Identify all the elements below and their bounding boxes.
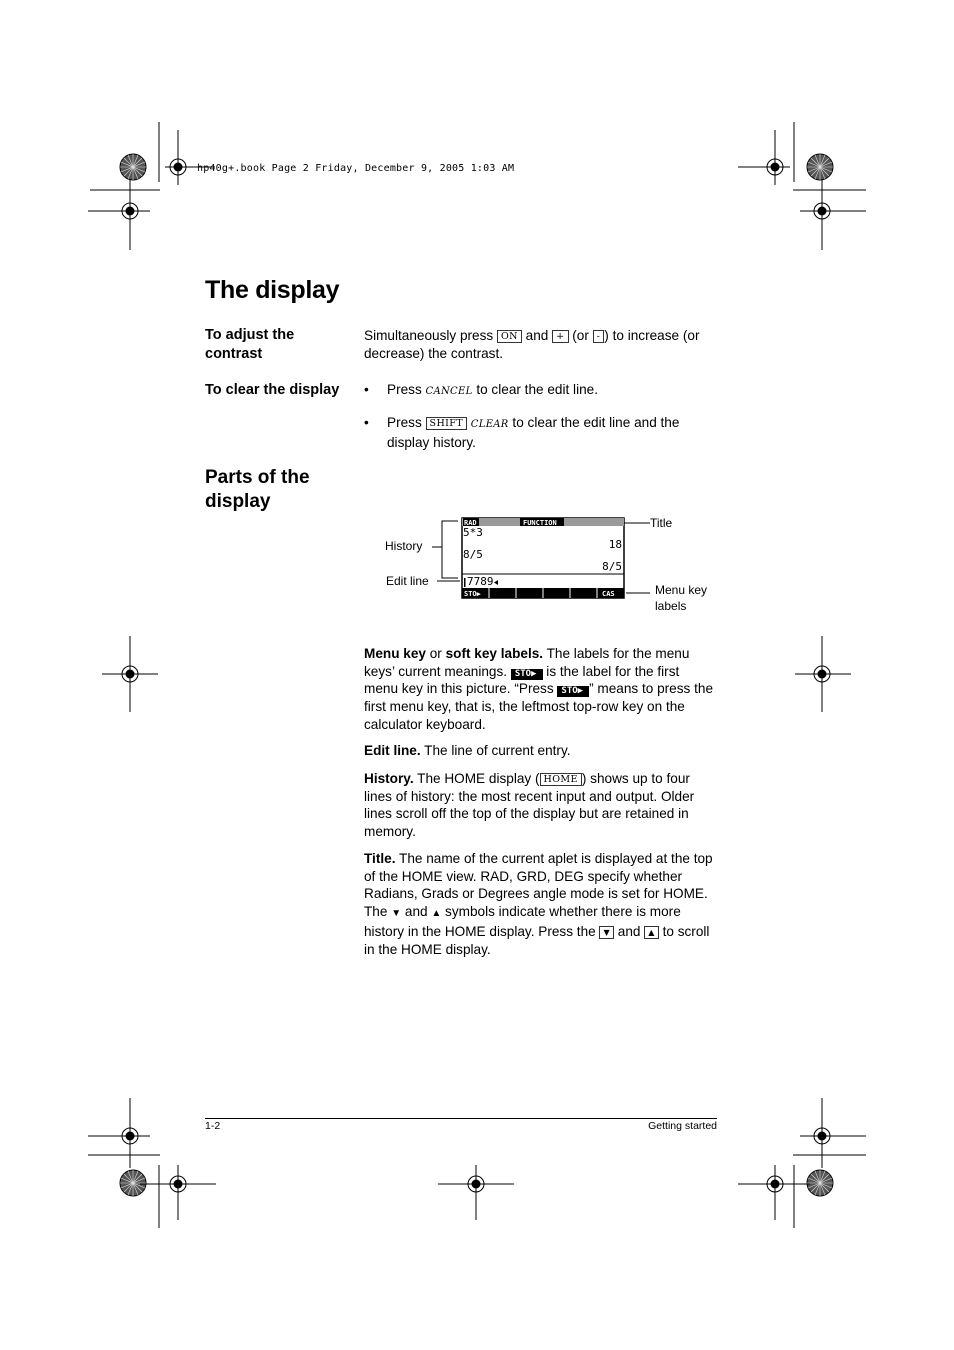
- title-term: Title.: [364, 851, 396, 866]
- history-line-4: 8/5: [602, 560, 622, 573]
- diagram-menukey-label: [655, 582, 707, 614]
- contrast-text-2: and: [521, 328, 553, 343]
- clear-b2-pre: Press: [387, 415, 426, 430]
- title-text-4: and: [614, 923, 645, 939]
- title-text-5: to scroll in the HOME display.: [364, 923, 710, 957]
- bullet-1: •: [364, 382, 369, 397]
- screen-angle-mode: RAD: [464, 519, 477, 527]
- clear-b2-post: to clear the edit line and the display history.: [387, 415, 680, 450]
- menu-key-6: CAS: [602, 590, 615, 598]
- down-arrow-icon: ▼: [391, 908, 402, 920]
- contrast-heading-line2: contrast: [205, 346, 263, 362]
- sto-label-2: STO▶: [557, 686, 589, 697]
- title-text-3: symbols indicate whether there is more history in the HOME display. Press the: [364, 904, 681, 939]
- parts-heading-line1: Parts of the: [205, 467, 310, 488]
- menu-key-text-3: is the label for the first menu key in this picture. “Press: [364, 663, 680, 697]
- section-name: Getting started: [648, 1120, 717, 1132]
- plus-key: +: [552, 330, 568, 343]
- down-key: ▼: [599, 926, 614, 939]
- title-text-2: and: [401, 904, 432, 920]
- menu-key-term: Menu key: [364, 646, 426, 661]
- contrast-text-1: Simultaneously press: [364, 328, 497, 343]
- on-key: ON: [497, 330, 522, 343]
- menu-key-text-4: ” means to press the first menu key, that is, the leftmost top-row key on the calculator keyboard.: [364, 681, 714, 732]
- parts-heading: [205, 466, 310, 514]
- contrast-heading: [205, 326, 294, 364]
- clear-heading: To clear the display: [205, 382, 340, 398]
- page-number: 1-2: [205, 1120, 221, 1132]
- diagram-menukey-label-2: labels: [655, 599, 687, 613]
- print-header: hp40g+.book Page 2 Friday, December 9, 2005 1:03 AM: [197, 163, 515, 174]
- menu-key-1: STO▶: [464, 590, 481, 598]
- clear-bullet-1: [387, 381, 717, 401]
- history-paragraph: [364, 770, 716, 841]
- diagram-editline-label: Edit line: [386, 574, 429, 588]
- shift-key: SHIFT: [426, 417, 467, 430]
- history-line-2: 18: [608, 538, 622, 551]
- menu-key-text-1: or: [425, 646, 446, 661]
- sto-label-1: STO▶: [511, 669, 543, 680]
- edit-line-term: Edit line.: [364, 743, 421, 758]
- history-line-1: 5*3: [463, 526, 483, 539]
- history-text-1: The HOME display (: [413, 771, 540, 786]
- contrast-heading-line1: To adjust the: [205, 327, 295, 343]
- up-arrow-icon: ▲: [431, 908, 442, 920]
- title-text-1: The name of the current aplet is displayed at the top of the HOME view. RAD, GRD, DEG specify whether Radians, Grads or Degrees angle mode is set for HOME. The: [364, 851, 713, 920]
- edit-line-paragraph: [364, 742, 716, 760]
- menu-key-text-2: The labels for the menu keys’ current meanings.: [364, 646, 690, 679]
- home-key: HOME: [540, 773, 582, 786]
- diagram-title-label: Title: [650, 516, 673, 530]
- clear-b1-post: to clear the edit line.: [472, 382, 598, 397]
- contrast-text-3: (or: [568, 328, 593, 343]
- diagram-menukey-label-1: Menu key: [655, 583, 708, 597]
- clear-bullet-2: [387, 414, 717, 451]
- title-paragraph: [364, 850, 716, 958]
- history-text-2: ) shows up to four lines of history: the most recent input and output. Older lines scroll off the top of the display but are retained in memory.: [364, 771, 695, 840]
- parts-heading-line2: display: [205, 491, 271, 512]
- menu-key-paragraph: [364, 645, 716, 734]
- bullet-2: •: [364, 415, 369, 430]
- history-bracket: [442, 521, 458, 578]
- cancel-key: CANCEL: [425, 386, 473, 397]
- diagram-history-label: History: [385, 539, 423, 553]
- clear-b1-pre: Press: [387, 382, 426, 397]
- screen-title: FUNCTION: [523, 519, 557, 527]
- history-line-3: 8/5: [463, 548, 483, 561]
- contrast-text: [364, 327, 716, 362]
- soft-key-term: soft key labels.: [445, 646, 544, 661]
- footer-rule: [205, 1118, 717, 1119]
- contrast-text-4: ) to increase (or decrease) the contrast.: [364, 328, 700, 361]
- up-key: ▲: [644, 926, 659, 939]
- edit-line-value: 7789: [467, 575, 494, 588]
- history-term: History.: [364, 771, 414, 786]
- minus-key: -: [593, 330, 605, 343]
- clear-key: CLEAR: [470, 419, 509, 430]
- page-title: The display: [205, 276, 340, 304]
- edit-line-text: The line of current entry.: [420, 743, 571, 758]
